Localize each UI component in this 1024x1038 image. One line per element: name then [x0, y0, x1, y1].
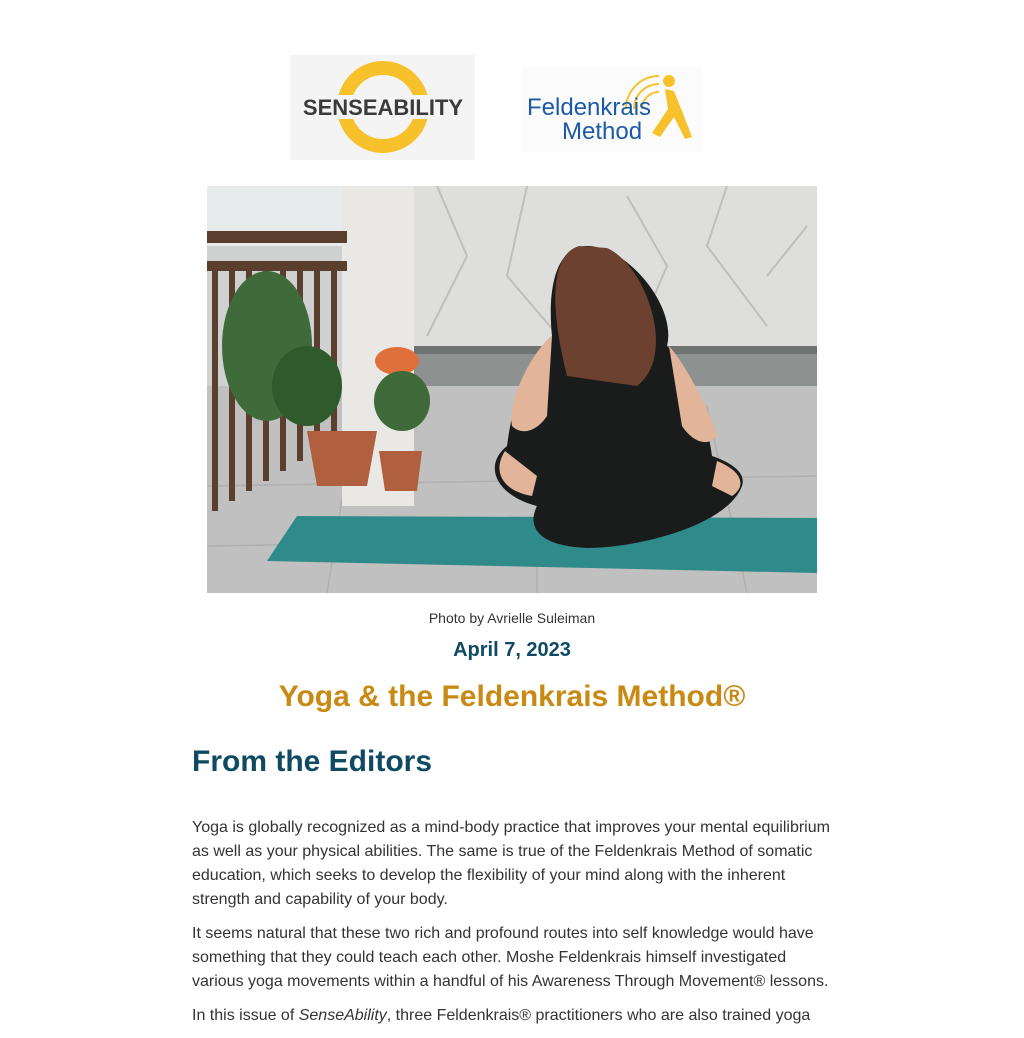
body-paragraph-2: It seems natural that these two rich and profound routes into self knowledge would have something that they could teach each other. Moshe Feldenkrais himself investigated various yoga movements within a handful of his Awareness Through Movement® lessons. [192, 925, 829, 990]
hero-photo [207, 186, 817, 593]
feldenkrais-wordmark-line1: Feldenkrais [527, 94, 652, 121]
body-paragraph-1: Yoga is globally recognized as a mind-body practice that improves your mental equilibrium as well as your physical abilities. The same is true of the Feldenkrais Method of somatic education, which seeks to develop the flexibility of your mind along with the inherent strength and capability of your body. [192, 819, 830, 908]
publication-name: SenseAbility [298, 1007, 387, 1024]
issue-title: Yoga & the Feldenkrais Method® [278, 680, 746, 713]
paragraph-3-prefix: In this issue of [192, 1007, 299, 1024]
senseability-logo[interactable] [290, 55, 475, 160]
issue-date: April 7, 2023 [453, 639, 571, 661]
senseability-wordmark: SENSEABILITY [302, 95, 464, 120]
feldenkrais-logo[interactable] [522, 67, 702, 152]
body-paragraph-3 [192, 1004, 837, 1028]
section-heading: From the Editors [192, 745, 433, 778]
article-body [192, 816, 837, 1038]
feldenkrais-wordmark-line2: Method [562, 118, 643, 145]
logo-bar [0, 55, 1024, 160]
photo-caption: Photo by Avrielle Suleiman [428, 610, 596, 626]
paragraph-3-suffix: , three Feldenkrais® practitioners who are also trained yoga [386, 1007, 811, 1024]
